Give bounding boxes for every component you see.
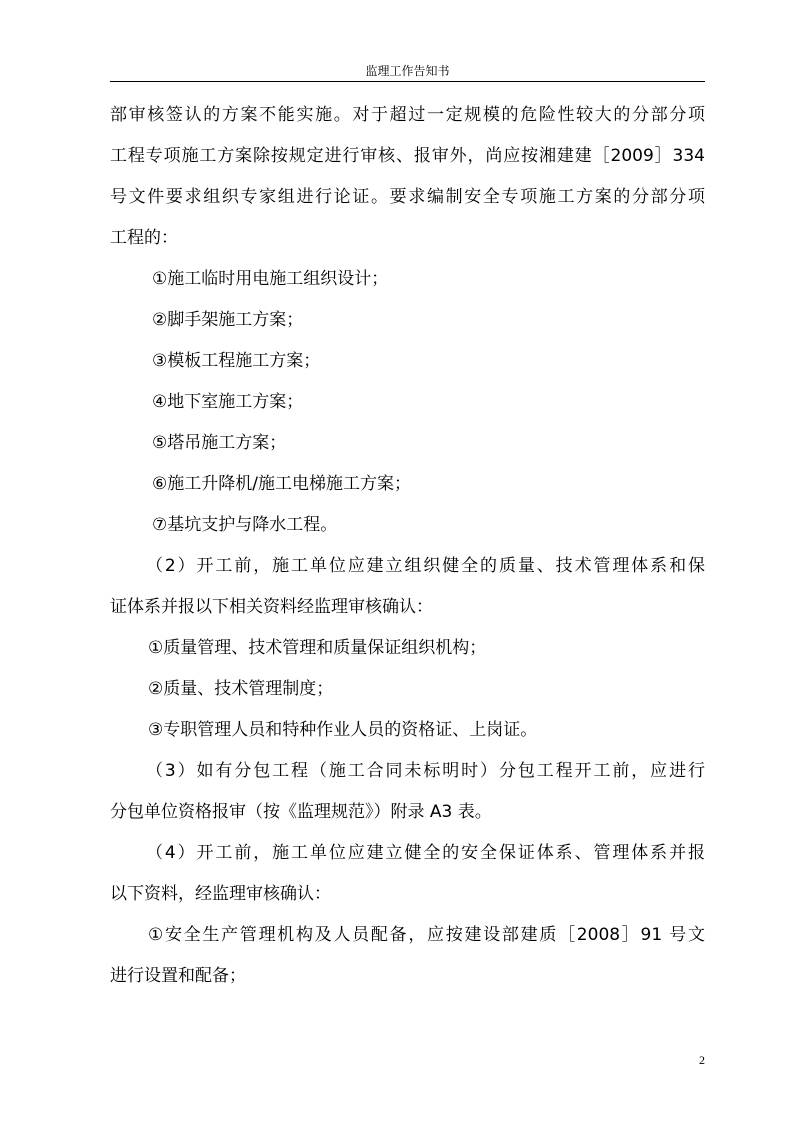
item-2-line-2: 证体系并报以下相关资料经监理审核确认： bbox=[110, 597, 433, 617]
item-4-line-1: （4）开工前，施工单位应建立健全的安全保证体系、管理体系并报 bbox=[146, 843, 705, 863]
item-2-line-1: （2）开工前，施工单位应建立组织健全的质量、技术管理体系和保 bbox=[146, 556, 705, 576]
header-divider bbox=[110, 81, 705, 82]
list-1-item-6: ⑥施工升降机/施工电梯施工方案； bbox=[152, 474, 411, 494]
intro-line-1: 部审核签认的方案不能实施。对于超过一定规模的危险性较大的分部分项 bbox=[110, 105, 705, 125]
list-1-item-4: ④地下室施工方案； bbox=[152, 392, 304, 412]
list-1-item-3: ③模板工程施工方案； bbox=[152, 351, 321, 371]
list-4-item-1-line-2: 进行设置和配备； bbox=[110, 966, 246, 986]
list-4-item-1-line-1: ①安全生产管理机构及人员配备，应按建设部建质［2008］91 号文 bbox=[148, 925, 705, 945]
intro-line-2: 工程专项施工方案除按规定进行审核、报审外，尚应按湘建建［2009］334 bbox=[110, 146, 705, 166]
list-1-item-5: ⑤塔吊施工方案； bbox=[152, 433, 287, 453]
list-2-item-3: ③专职管理人员和特种作业人员的资格证、上岗证。 bbox=[148, 720, 538, 740]
item-3-line-1: （3）如有分包工程（施工合同未标明时）分包工程开工前，应进行 bbox=[146, 761, 705, 781]
page-number: 2 bbox=[699, 1053, 705, 1067]
item-4-line-2: 以下资料，经监理审核确认： bbox=[110, 884, 331, 904]
document-body bbox=[110, 98, 705, 1000]
list-2-item-2: ②质量、技术管理制度； bbox=[148, 679, 334, 699]
list-1-item-1: ①施工临时用电施工组织设计； bbox=[152, 269, 389, 289]
item-3-line-2: 分包单位资格报审（按《监理规范》）附录 A3 表。 bbox=[110, 802, 492, 822]
list-1-item-2: ②脚手架施工方案； bbox=[152, 310, 304, 330]
page-header-title: 监理工作告知书 bbox=[365, 64, 450, 78]
list-2-item-1: ①质量管理、技术管理和质量保证组织机构； bbox=[148, 638, 487, 658]
intro-line-3: 号文件要求组织专家组进行论证。要求编制安全专项施工方案的分部分项 bbox=[110, 187, 705, 207]
list-1-item-7: ⑦基坑支护与降水工程。 bbox=[152, 515, 338, 535]
intro-line-4: 工程的： bbox=[110, 228, 178, 248]
